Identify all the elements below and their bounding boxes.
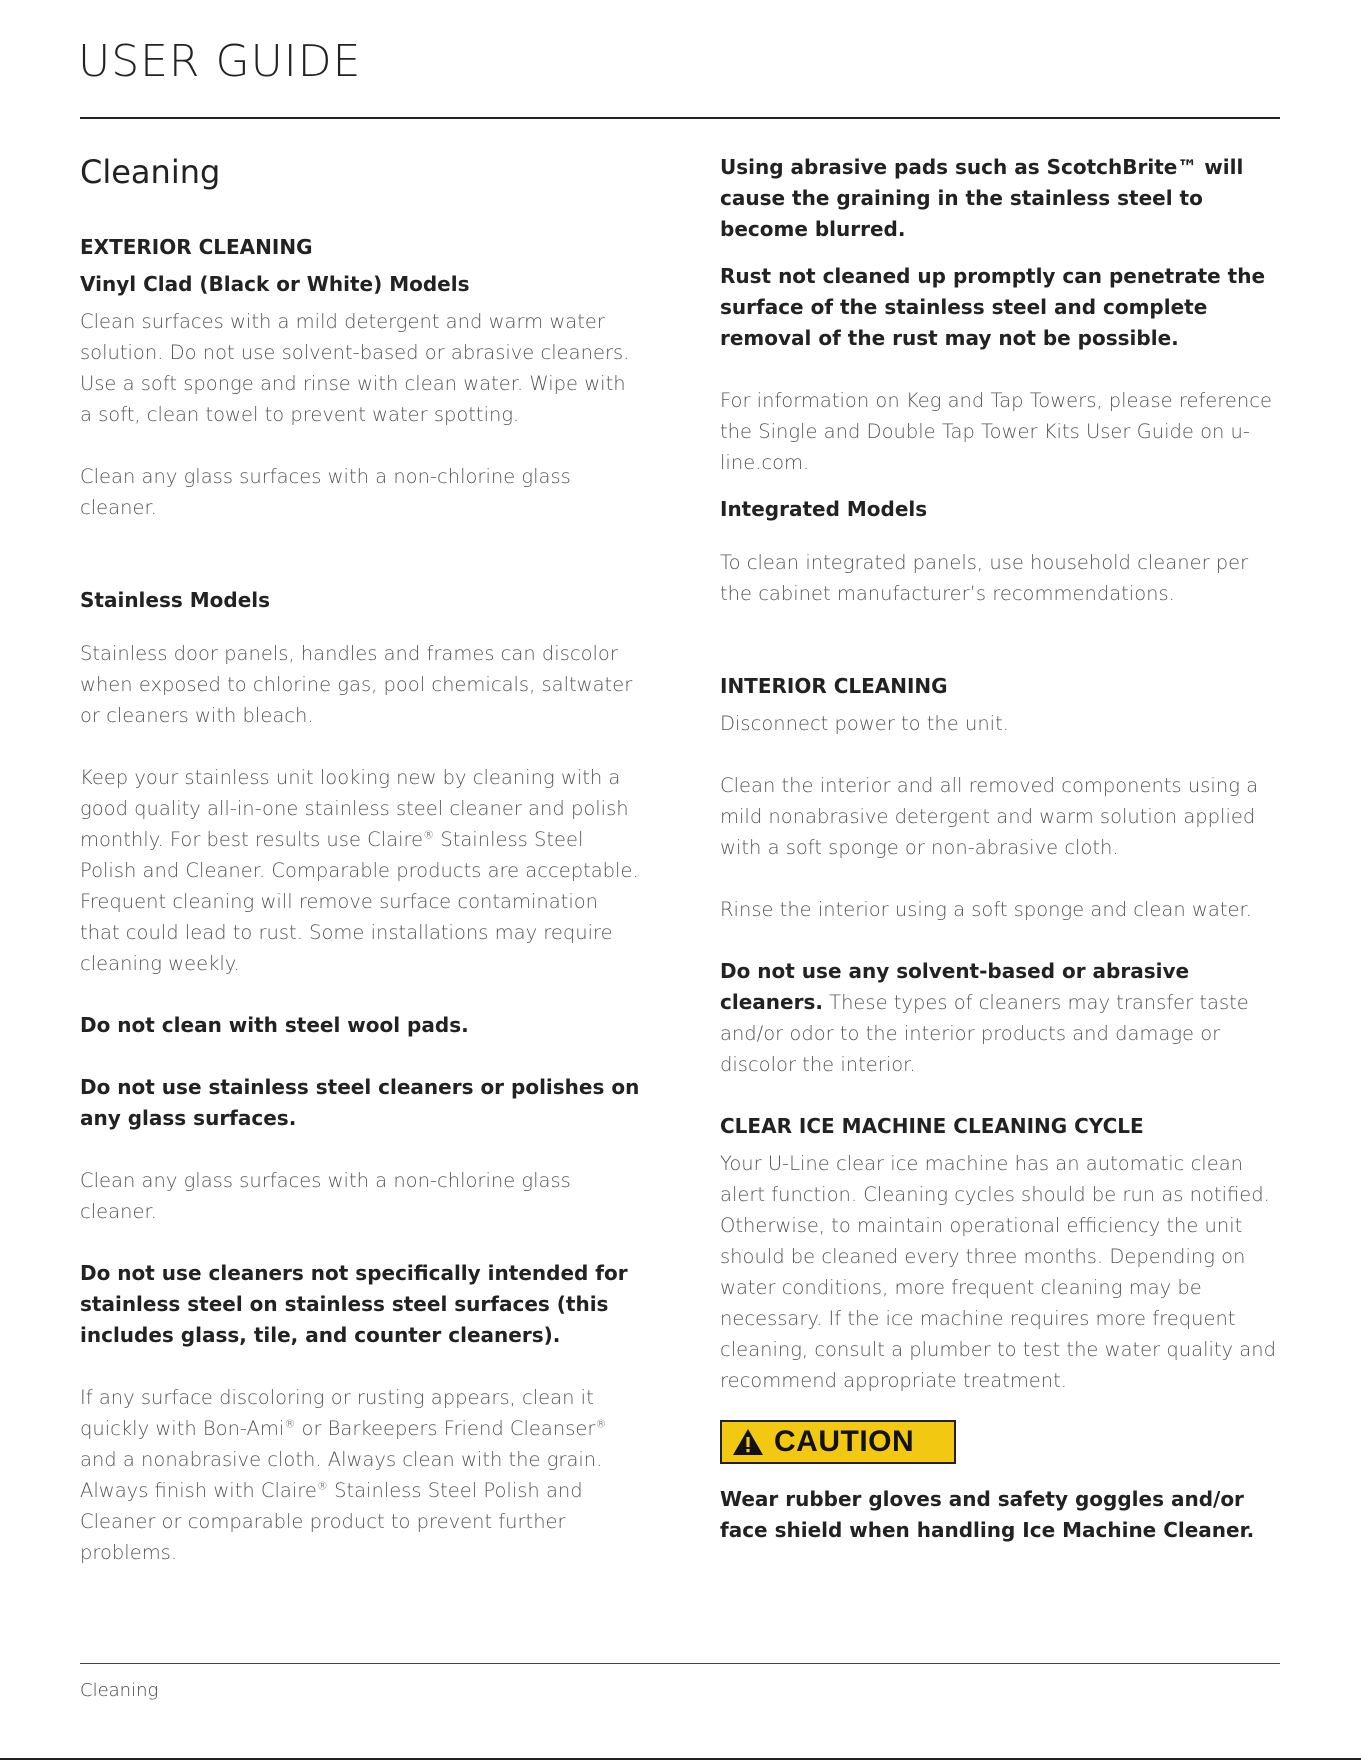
integrated-paragraph: To clean integrated panels, use household cleaner per the cabinet manufacturer’s recommendations. (720, 551, 1249, 605)
abrasive-pad-warning: Using abrasive pads such as ScotchBrite™ will cause the graining in the stainless steel to become blurred. (720, 155, 1244, 241)
footer-label: Cleaning (80, 1680, 159, 1701)
vinyl-glass-paragraph: Clean any glass surfaces with a non-chlorine glass cleaner. (80, 465, 571, 519)
page-header-title: USER GUIDE (78, 36, 362, 87)
rust-paragraph: If any surface discoloring or rusting appears, clean it quickly with Bon-Ami® or Barkeepers Friend Cleanser® and a nonabrasive cloth. Always clean with the grain. Always finish with Claire® Stainless Steel Polish and Cleaner or comparable product to prevent further problems. (80, 1386, 607, 1564)
right-column (720, 152, 1280, 1546)
glass-polish-warning: Do not use stainless steel cleaners or polishes on any glass surfaces. (80, 1075, 640, 1130)
caution-label-box (720, 1420, 956, 1464)
interior-warning-paragraph: Do not use any solvent-based or abrasive cleaners. These types of cleaners may transfer taste and/or odor to the interior products and damage or discolor the interior. (720, 959, 1249, 1076)
rust-warning: Rust not cleaned up promptly can penetrate the surface of the stainless steel and complete removal of the rust may not be possible. (720, 264, 1266, 350)
header-divider (80, 117, 1280, 119)
cleaner-type-warning: Do not use cleaners not specifically intended for stainless steel on stainless steel surfaces (this includes glass, tile, and counter cleaners). (80, 1261, 628, 1347)
section-title: Cleaning (80, 153, 221, 191)
ice-machine-paragraph: Your U-Line clear ice machine has an automatic clean alert function. Cleaning cycles should be run as notified. Otherwise, to maintain operational efficiency the unit should be cleaned every three months. Depending on water conditions, more frequent cleaning may be necessary. If the ice machine requires more frequent cleaning, consult a plumber to test the water quality and recommend appropriate treatment. (720, 1152, 1276, 1392)
interior-rinse-paragraph: Rinse the interior using a soft sponge and clean water. (720, 898, 1252, 921)
exterior-cleaning-heading: EXTERIOR CLEANING (80, 235, 313, 259)
disconnect-power-paragraph: Disconnect power to the unit. (720, 712, 1009, 735)
stainless-care-paragraph: Keep your stainless unit looking new by cleaning with a good quality all-in-one stainless steel cleaner and polish monthly. For best results use Claire® Stainless Steel Polish and Cleaner. Comparable products are acceptable. Frequent cleaning will remove surface contamination that could lead to rust. Some installations may require cleaning weekly. (80, 766, 639, 975)
interior-cleaning-heading: INTERIOR CLEANING (720, 674, 948, 698)
ice-machine-heading: CLEAR ICE MACHINE CLEANING CYCLE (720, 1114, 1144, 1138)
glass-cleaning-paragraph: Clean any glass surfaces with a non-chlorine glass cleaner. (80, 1169, 571, 1223)
caution-text: Wear rubber gloves and safety goggles and/or face shield when handling Ice Machine Cleaner. (720, 1487, 1255, 1542)
footer-divider (80, 1663, 1280, 1664)
stainless-paragraph: Stainless door panels, handles and frames can discolor when exposed to chlorine gas, pool chemicals, saltwater or cleaners with bleach. (80, 642, 633, 727)
vinyl-paragraph: Clean surfaces with a mild detergent and warm water solution. Do not use solvent-based or abrasive cleaners. Use a soft sponge and rinse with clean water. Wipe with a soft, clean towel to prevent water spotting. (80, 310, 630, 426)
stainless-models-heading: Stainless Models (80, 588, 271, 612)
steel-wool-warning: Do not clean with steel wool pads. (80, 1013, 469, 1037)
warning-triangle-icon (732, 1428, 764, 1456)
page-edge-line (0, 1758, 1361, 1760)
keg-tower-paragraph: For information on Keg and Tap Towers, please reference the Single and Double Tap Tower Kits User Guide on u-line.com. (720, 389, 1272, 474)
integrated-models-heading: Integrated Models (720, 497, 928, 521)
left-column (80, 148, 640, 1568)
caution-label: CAUTION (774, 1425, 915, 1458)
vinyl-models-heading: Vinyl Clad (Black or White) Models (80, 272, 470, 296)
interior-clean-paragraph: Clean the interior and all removed components using a mild nonabrasive detergent and warm solution applied with a soft sponge or non-abrasive cloth. (720, 774, 1259, 859)
